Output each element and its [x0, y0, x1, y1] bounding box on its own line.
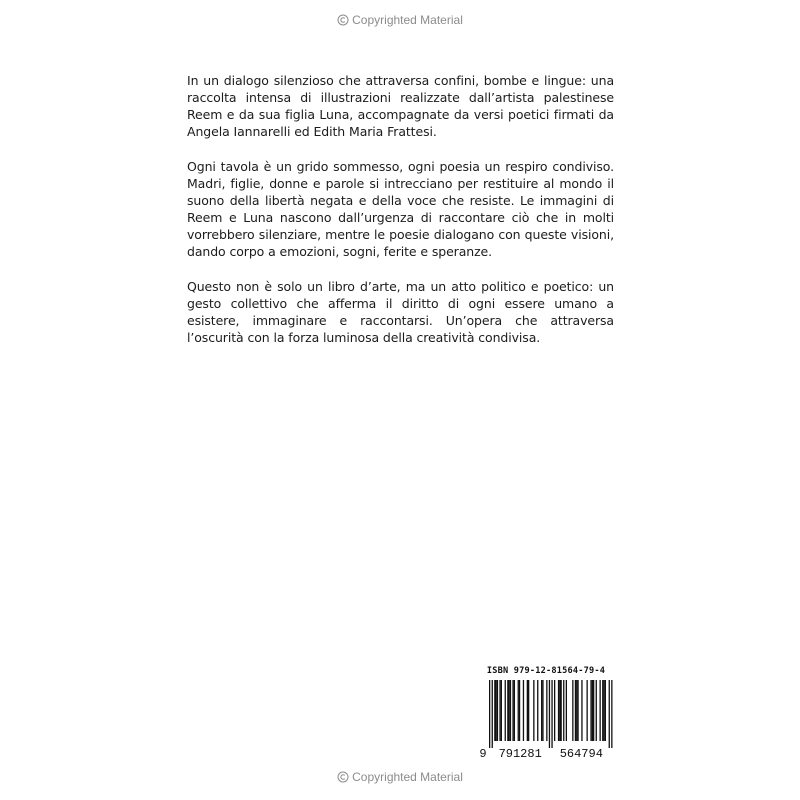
barcode-bar	[492, 680, 493, 748]
barcode-bar	[609, 680, 610, 748]
barcode-bar	[551, 680, 552, 748]
barcode-bar	[592, 680, 593, 741]
barcode-bar	[561, 680, 562, 741]
copyright-icon	[337, 14, 349, 26]
barcode-bar	[611, 680, 612, 748]
barcode-first-digit: 9	[479, 747, 487, 760]
barcode-bar	[603, 680, 604, 741]
barcode-bar	[509, 680, 510, 741]
barcode-bar	[546, 680, 547, 741]
barcode-right-digits: 564794	[559, 747, 603, 760]
barcode-bar	[499, 680, 500, 741]
barcode-bar	[590, 680, 591, 741]
barcode-bar	[537, 680, 538, 741]
barcode-bar	[563, 680, 564, 741]
barcode-bar	[566, 680, 567, 741]
barcode-bar	[558, 680, 559, 741]
barcode-bar	[572, 680, 573, 741]
barcode-bar	[596, 680, 597, 741]
barcode-bar	[497, 680, 498, 741]
barcode-bar	[577, 680, 578, 741]
barcode-bar	[489, 680, 490, 748]
back-cover-blurb	[187, 72, 614, 364]
barcode-bar	[541, 680, 542, 741]
barcode-bar	[510, 680, 511, 741]
barcode-bar	[533, 680, 534, 741]
blurb-paragraph-1: In un dialogo silenzioso che attraversa confini, bombe e lingue: una raccolta intensa di illustrazioni realizzate dall’artista palestinese Reem e da sua figlia Luna, accompagnate da versi poetici firmati da Angela Iannarelli ed Edith Maria Frattesi.	[187, 73, 614, 139]
barcode-bar	[605, 680, 606, 741]
isbn-barcode	[479, 666, 613, 760]
barcode-bar	[505, 680, 506, 741]
barcode-bar	[600, 680, 601, 741]
barcode-bar	[581, 680, 582, 741]
barcode-bar	[519, 680, 520, 741]
barcode-bar	[494, 680, 495, 741]
blurb-paragraph-3: Questo non è solo un libro d’arte, ma un atto politico e poetico: un gesto collettivo che afferma il diritto di ogni essere umano a esistere, immaginare e raccontarsi. Un’opera che attraversa l’oscurità con la forza luminosa della creatività condivisa.	[187, 279, 614, 345]
barcode-bar	[496, 680, 497, 741]
barcode-bar	[523, 680, 524, 741]
barcode-bar	[527, 680, 528, 741]
barcode-bar	[512, 680, 513, 741]
copyright-watermark-top	[0, 13, 800, 27]
barcode-bar	[514, 680, 515, 741]
copyright-watermark-bottom	[0, 770, 800, 784]
barcode-bar	[602, 680, 603, 741]
barcode-bar	[593, 680, 594, 741]
barcode-left-digits: 791281	[498, 747, 542, 760]
watermark-text: Copyrighted Material	[352, 13, 463, 27]
barcode-bar	[575, 680, 576, 741]
isbn-label: ISBN 979-12-81564-79-4	[486, 666, 606, 676]
barcode-bar	[542, 680, 543, 741]
barcode-bar	[549, 680, 550, 748]
barcode-bar	[501, 680, 502, 741]
watermark-text: Copyrighted Material	[352, 770, 463, 784]
barcode-bar	[559, 680, 560, 741]
barcode-graphic	[479, 680, 613, 760]
blurb-paragraph-2: Ogni tavola è un grido sommesso, ogni poesia un respiro condiviso. Madri, figlie, donne e parole si intrecciano per restituire al mondo il suono della libertà negata e della voce che resiste. Le immagini di Reem e Luna nascono dall’urgenza di raccontare ciò che in molti vorrebbero silenziare, mentre le poesie dialogano con queste visioni, dando corpo a emozioni, sogni, ferite e speranze.	[187, 159, 614, 259]
barcode-bar	[507, 680, 508, 741]
barcode-bar	[554, 680, 555, 741]
barcode-bar	[576, 680, 577, 741]
barcode-bar	[518, 680, 519, 741]
barcode-bar	[587, 680, 588, 741]
barcode-bar	[528, 680, 529, 741]
copyright-icon	[337, 771, 349, 783]
